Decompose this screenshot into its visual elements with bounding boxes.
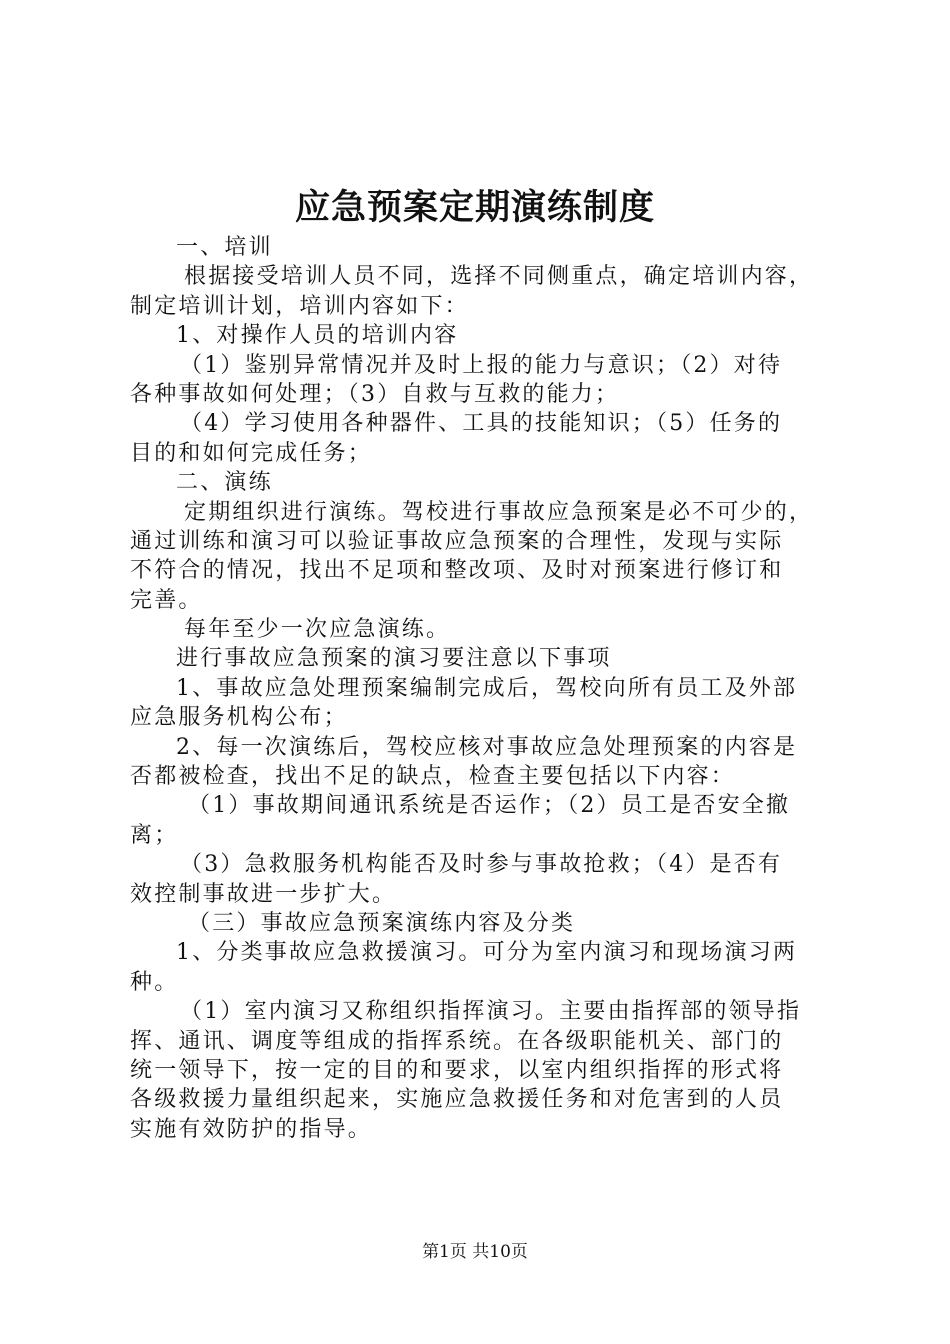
paragraph-line: 应急服务机构公布； [130, 705, 348, 731]
paragraph-line: 进行事故应急预案的演习要注意以下事项 [176, 646, 612, 672]
paragraph-line: 目的和如何完成任务； [130, 440, 373, 466]
paragraph-line: 各种事故如何处理；（3）自救与互救的能力； [130, 381, 620, 407]
paragraph-line: 根据接受培训人员不同，选择不同侧重点，确定培训内容， [184, 264, 814, 290]
paragraph-line: 1、事故应急处理预案编制完成后，驾校向所有员工及外部 [176, 675, 798, 701]
paragraph-line: 挥、通讯、调度等组成的指挥系统。在各级职能机关、部门的 [130, 1028, 784, 1054]
paragraph-line: 完善。 [130, 587, 203, 613]
paragraph-line: 定期组织进行演练。驾校进行事故应急预案是必不可少的， [184, 499, 814, 525]
section-heading: （三）事故应急预案演练内容及分类 [188, 910, 576, 936]
paragraph-line: 2、每一次演练后，驾校应核对事故应急处理预案的内容是 [176, 734, 798, 760]
paragraph-line: 实施有效防护的指导。 [130, 1116, 373, 1142]
paragraph-line: 1、对操作人员的培训内容 [176, 323, 459, 349]
paragraph-line: （3）急救服务机构能否及时参与事故抢救；（4）是否有 [180, 852, 783, 878]
paragraph-line: （1）事故期间通讯系统是否运作；（2）员工是否安全撤 [188, 793, 791, 819]
paragraph-line: 不符合的情况，找出不足项和整改项、及时对预案进行修订和 [130, 558, 784, 584]
paragraph-line: 效控制事故进一步扩大。 [130, 881, 397, 907]
paragraph-line: 种。 [130, 969, 179, 995]
paragraph-line: 制定培训计划，培训内容如下： [130, 293, 469, 319]
paragraph-line: 统一领导下，按一定的目的和要求，以室内组织指挥的形式将 [130, 1057, 784, 1083]
paragraph-line: 每年至少一次应急演练。 [184, 617, 451, 643]
section-heading: 二、演练 [176, 470, 273, 496]
paragraph-line: （4）学习使用各种器件、工具的技能知识；（5）任务的 [180, 411, 783, 437]
section-heading: 一、培训 [176, 235, 273, 260]
paragraph-line: （1）鉴别异常情况并及时上报的能力与意识；（2）对待 [180, 352, 783, 378]
page-footer: 第1页 共10页 [422, 1242, 528, 1262]
document-title: 应急预案定期演练制度 [294, 188, 655, 228]
paragraph-line: 1、分类事故应急救援演习。可分为室内演习和现场演习两 [176, 940, 798, 966]
paragraph-line: 离； [130, 822, 179, 848]
paragraph-line: 各级救援力量组织起来，实施应急救援任务和对危害到的人员 [130, 1087, 784, 1113]
paragraph-line: 通过训练和演习可以验证事故应急预案的合理性，发现与实际 [130, 528, 784, 554]
paragraph-line: 否都被检查，找出不足的缺点，检查主要包括以下内容： [130, 764, 736, 790]
document-body [130, 233, 830, 1144]
paragraph-line: （1）室内演习又称组织指挥演习。主要由指挥部的领导指 [180, 999, 802, 1025]
